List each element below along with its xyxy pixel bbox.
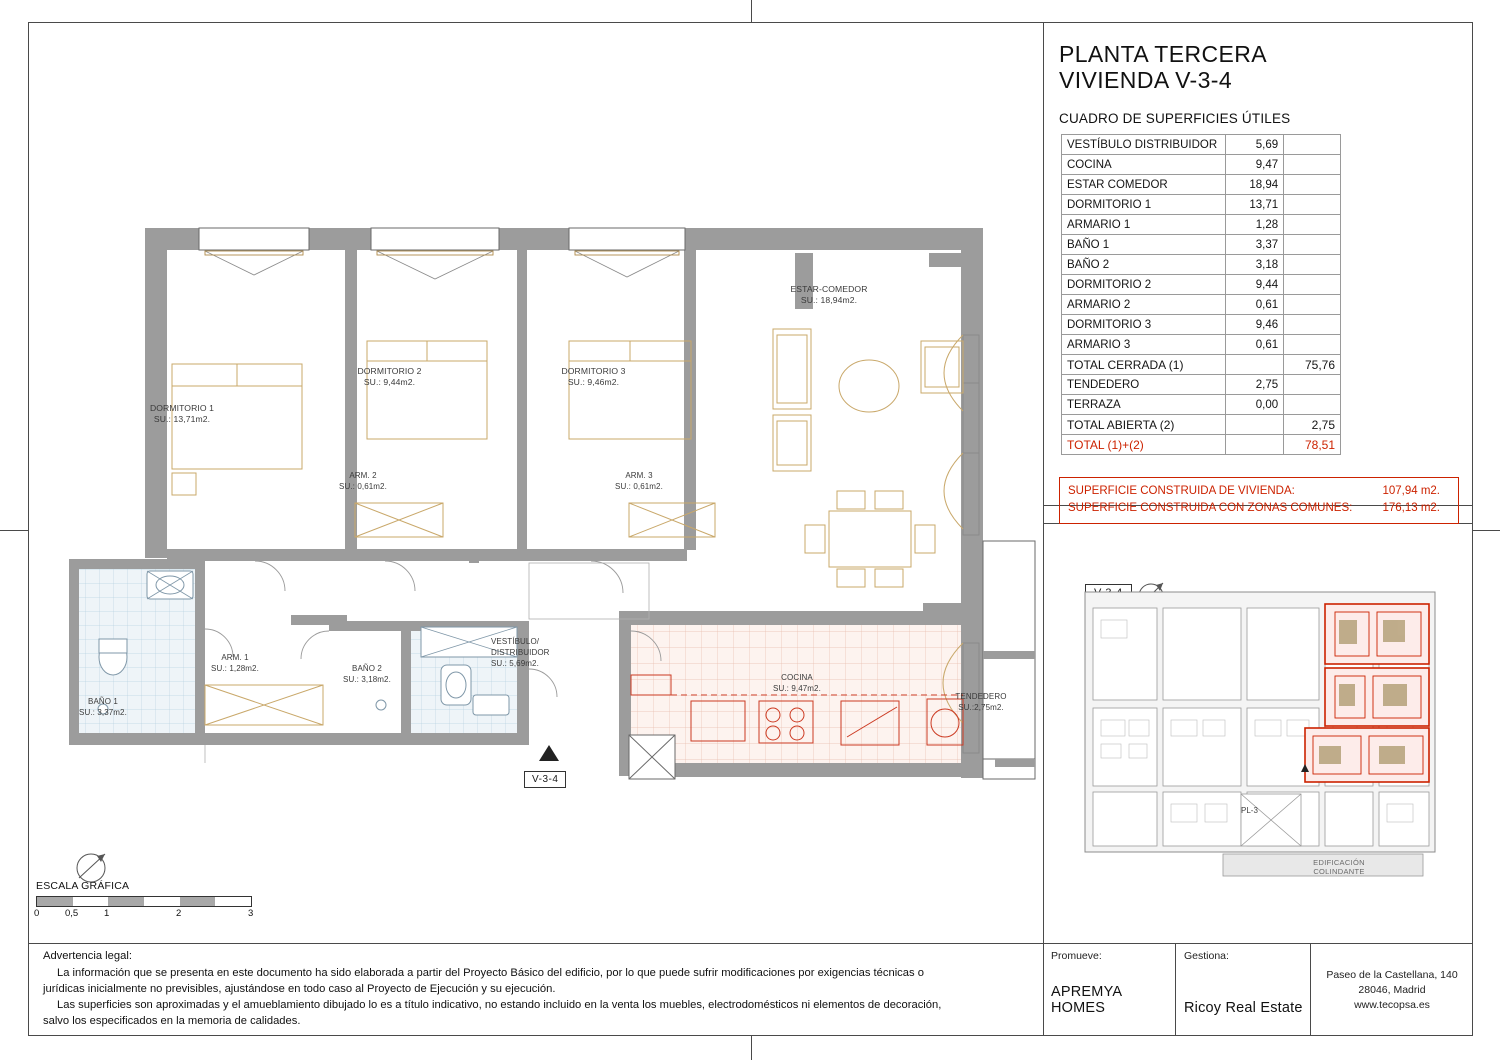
graphic-scale-title: ESCALA GRÁFICA [36,880,130,892]
graphic-scale [36,880,296,921]
promueve-name: APREMYA HOMES [1051,984,1122,1016]
address-line-2: 28046, Madrid [1358,983,1426,996]
key-plan-vector [1043,524,1473,943]
key-plan [1043,524,1473,943]
room-label-cocina: COCINA SU.: 9,47m2. [773,673,821,693]
entrance-arrow-icon [539,745,559,761]
surface-table-caption: CUADRO DE SUPERFICIES ÚTILES [1059,111,1291,126]
promueve-column [1043,944,1176,1036]
table-row: DORMITORIO 1 13,71 [1062,195,1341,215]
legal-heading: Advertencia legal: [43,950,132,962]
gestiona-name: Ricoy Real Estate [1184,1000,1303,1016]
address-column [1311,944,1473,1036]
table-row: ARMARIO 2 0,61 [1062,295,1341,315]
room-label-tendedero: TENDEDERO SU.:2,75m2. [955,692,1007,712]
legal-paragraph-2: jurídicas inicialmente no previsibles, ajustándose en todo caso al Proyecto de Ejecución y su ejecución. [43,983,556,995]
address-line-1: Paseo de la Castellana, 140 [1326,968,1458,981]
company-block [1043,944,1473,1036]
table-row: DORMITORIO 2 9,44 [1062,275,1341,295]
table-row: ESTAR COMEDOR 18,94 [1062,175,1341,195]
built-area-vivienda: SUPERFICIE CONSTRUIDA DE VIVIENDA: 107,94 m2. [1068,485,1440,497]
frame-tick-top [751,0,752,22]
floor-plan-drawing [29,23,1043,943]
table-row: ARMARIO 1 1,28 [1062,215,1341,235]
built-area-note [1059,477,1459,524]
key-plan-adjacent-label-2: COLINDANTE [1313,867,1365,876]
address-line-3: www.tecopsa.es [1354,998,1430,1011]
table-row: BAÑO 1 3,37 [1062,235,1341,255]
gestiona-label: Gestiona: [1184,950,1229,962]
built-area-comunes: SUPERFICIE CONSTRUIDA CON ZONAS COMUNES: 176,13 m2. [1068,502,1440,514]
table-row-total-general: TOTAL (1)+(2) 78,51 [1062,435,1341,455]
promueve-label: Promueve: [1051,950,1102,962]
key-plan-adjacent-label-1: EDIFICACIÓN [1313,858,1365,867]
table-row: TERRAZA 0,00 [1062,395,1341,415]
room-label-bano-2: BAÑO 2 SU.: 3,18m2. [343,664,391,684]
table-row: COCINA 9,47 [1062,155,1341,175]
floor-plan-vector [29,23,1043,943]
legal-paragraph-4: salvo los especificados en la memoria de calidades. [43,1015,301,1027]
room-label-dormitorio-3: DORMITORIO 3 SU.: 9,46m2. [561,366,626,387]
frame-tick-left [0,530,28,531]
page-title: PLANTA TERCERA VIVIENDA V-3-4 [1059,41,1267,93]
plan-unit-tag: V-3-4 [524,771,566,788]
table-row-total-abierta: TOTAL ABIERTA (2) 2,75 [1062,415,1341,435]
table-row: ARMARIO 3 0,61 [1062,335,1341,355]
room-label-armario-1: ARM. 1 SU.: 1,28m2. [211,653,259,673]
title-block [1043,23,1473,514]
graphic-scale-bar [36,896,252,907]
room-label-bano-1: BAÑO 1 SU.: 3,37m2. [79,697,127,717]
room-label-vestibulo-distribuidor: VESTÍBULO/ DISTRIBUIDOR SU.: 5,69m2. [491,637,550,668]
legal-paragraph-1: La información que se presenta en este documento ha sido elaborada a partir del Proyecto Básico del edificio, por lo que puede sufrir modificaciones por exigencias técnicas o [57,967,924,979]
table-row: BAÑO 2 3,18 [1062,255,1341,275]
surface-table [1061,134,1341,455]
key-plan-floor-label: PL-3 [1241,806,1258,815]
frame-tick-bottom [751,1036,752,1060]
gestiona-column [1176,944,1311,1036]
room-label-estar-comedor: ESTAR-COMEDOR SU.: 18,94m2. [790,284,868,305]
room-label-armario-2: ARM. 2 SU.: 0,61m2. [339,471,387,491]
room-label-dormitorio-1: DORMITORIO 1 SU.: 13,71m2. [149,403,215,424]
room-label-armario-3: ARM. 3 SU.: 0,61m2. [615,471,663,491]
room-label-dormitorio-2: DORMITORIO 2 SU.: 9,44m2. [357,366,422,387]
table-row: TENDEDERO 2,75 [1062,375,1341,395]
legal-paragraph-3: Las superficies son aproximadas y el amueblamiento dibujado lo es a título indicativo, no estando incluido en la venta los muebles, electrodomésticos ni elementos de decoración, [57,999,942,1011]
graphic-scale-ticks: 0 0,5 1 2 3 [34,908,254,919]
table-row: DORMITORIO 3 9,46 [1062,315,1341,335]
legal-notice [29,944,1043,1036]
table-row-total-cerrada: TOTAL CERRADA (1) 75,76 [1062,355,1341,375]
table-row: VESTÍBULO DISTRIBUIDOR 5,69 [1062,135,1341,155]
frame-tick-right [1473,530,1500,531]
